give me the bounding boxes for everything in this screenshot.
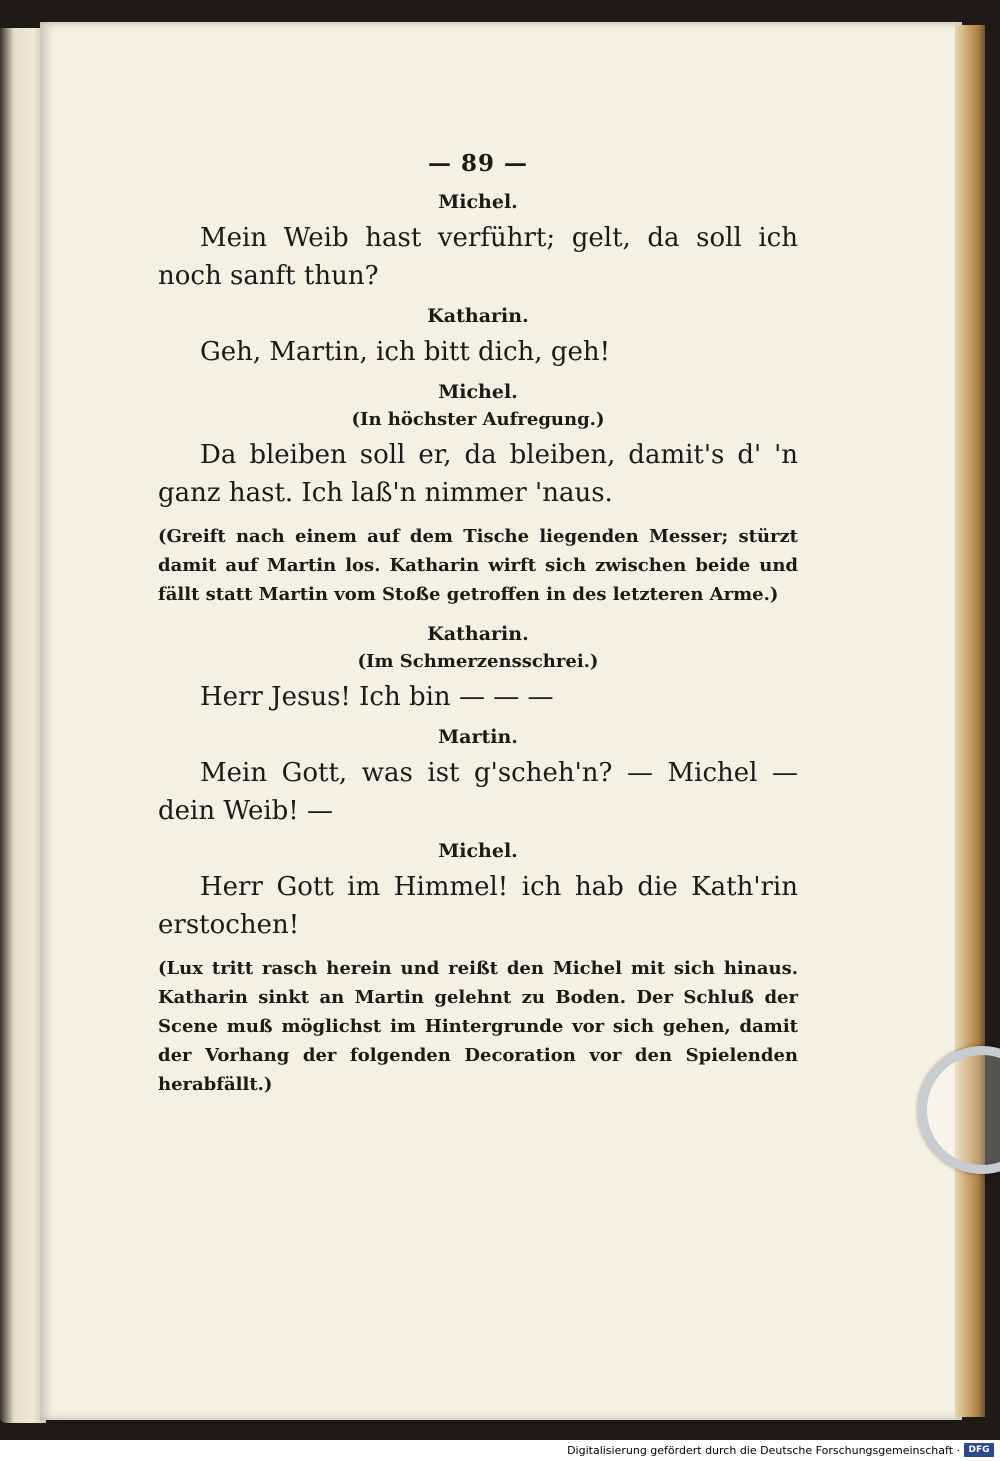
speaker-name: Katharin. bbox=[427, 623, 529, 645]
speaker-name: Michel. bbox=[438, 381, 518, 403]
dialogue-line: Geh, Martin, ich bitt dich, geh! bbox=[200, 337, 611, 367]
dialogue-line: Herr Gott im Himmel! ich hab die Kath'rin erstochen! bbox=[158, 872, 798, 940]
speaker-name: Martin. bbox=[438, 726, 518, 748]
speaker-name: Michel. bbox=[438, 840, 518, 862]
speaker-name: Michel. bbox=[438, 191, 518, 213]
page-number: — 89 — bbox=[427, 150, 529, 177]
stage-direction: (Im Schmerzensschrei.) bbox=[357, 651, 599, 672]
funding-notice: Digitalisierung gefördert durch die Deutsche Forschungsgemeinschaft · bbox=[567, 1444, 960, 1457]
page-content bbox=[158, 150, 798, 1113]
page-stack-edge bbox=[955, 25, 985, 1417]
stage-direction: (Greift nach einem auf dem Tische liegenden Messer; stürzt damit auf Martin los. Katharin wirft sich zwischen beide und fällt statt Martin vom Stoße getroffen in des letzteren Arme.) bbox=[158, 526, 798, 605]
footer-bar bbox=[0, 1440, 1000, 1461]
dialogue-line: Mein Gott, was ist g'scheh'n? — Michel — dein Weib! — bbox=[158, 758, 798, 826]
speaker-name: Katharin. bbox=[427, 305, 529, 327]
dfg-logo-icon: DFG bbox=[964, 1443, 994, 1457]
stage-direction: (In höchster Aufregung.) bbox=[351, 409, 605, 430]
stage-direction: (Lux tritt rasch herein und reißt den Michel mit sich hinaus. Katharin sinkt an Martin gelehnt zu Boden. Der Schluß der Scene muß möglichst im Hintergrunde vor sich gehen, damit der Vorhang der folgenden Decoration vor den Spielenden herabfällt.) bbox=[158, 958, 798, 1095]
dialogue-line: Mein Weib hast verführt; gelt, da soll ich noch sanft thun? bbox=[158, 223, 798, 291]
dialogue-line: Herr Jesus! Ich bin — — — bbox=[200, 682, 554, 712]
dialogue-line: Da bleiben soll er, da bleiben, damit's d' 'n ganz hast. Ich laß'n nimmer 'naus. bbox=[158, 440, 798, 508]
